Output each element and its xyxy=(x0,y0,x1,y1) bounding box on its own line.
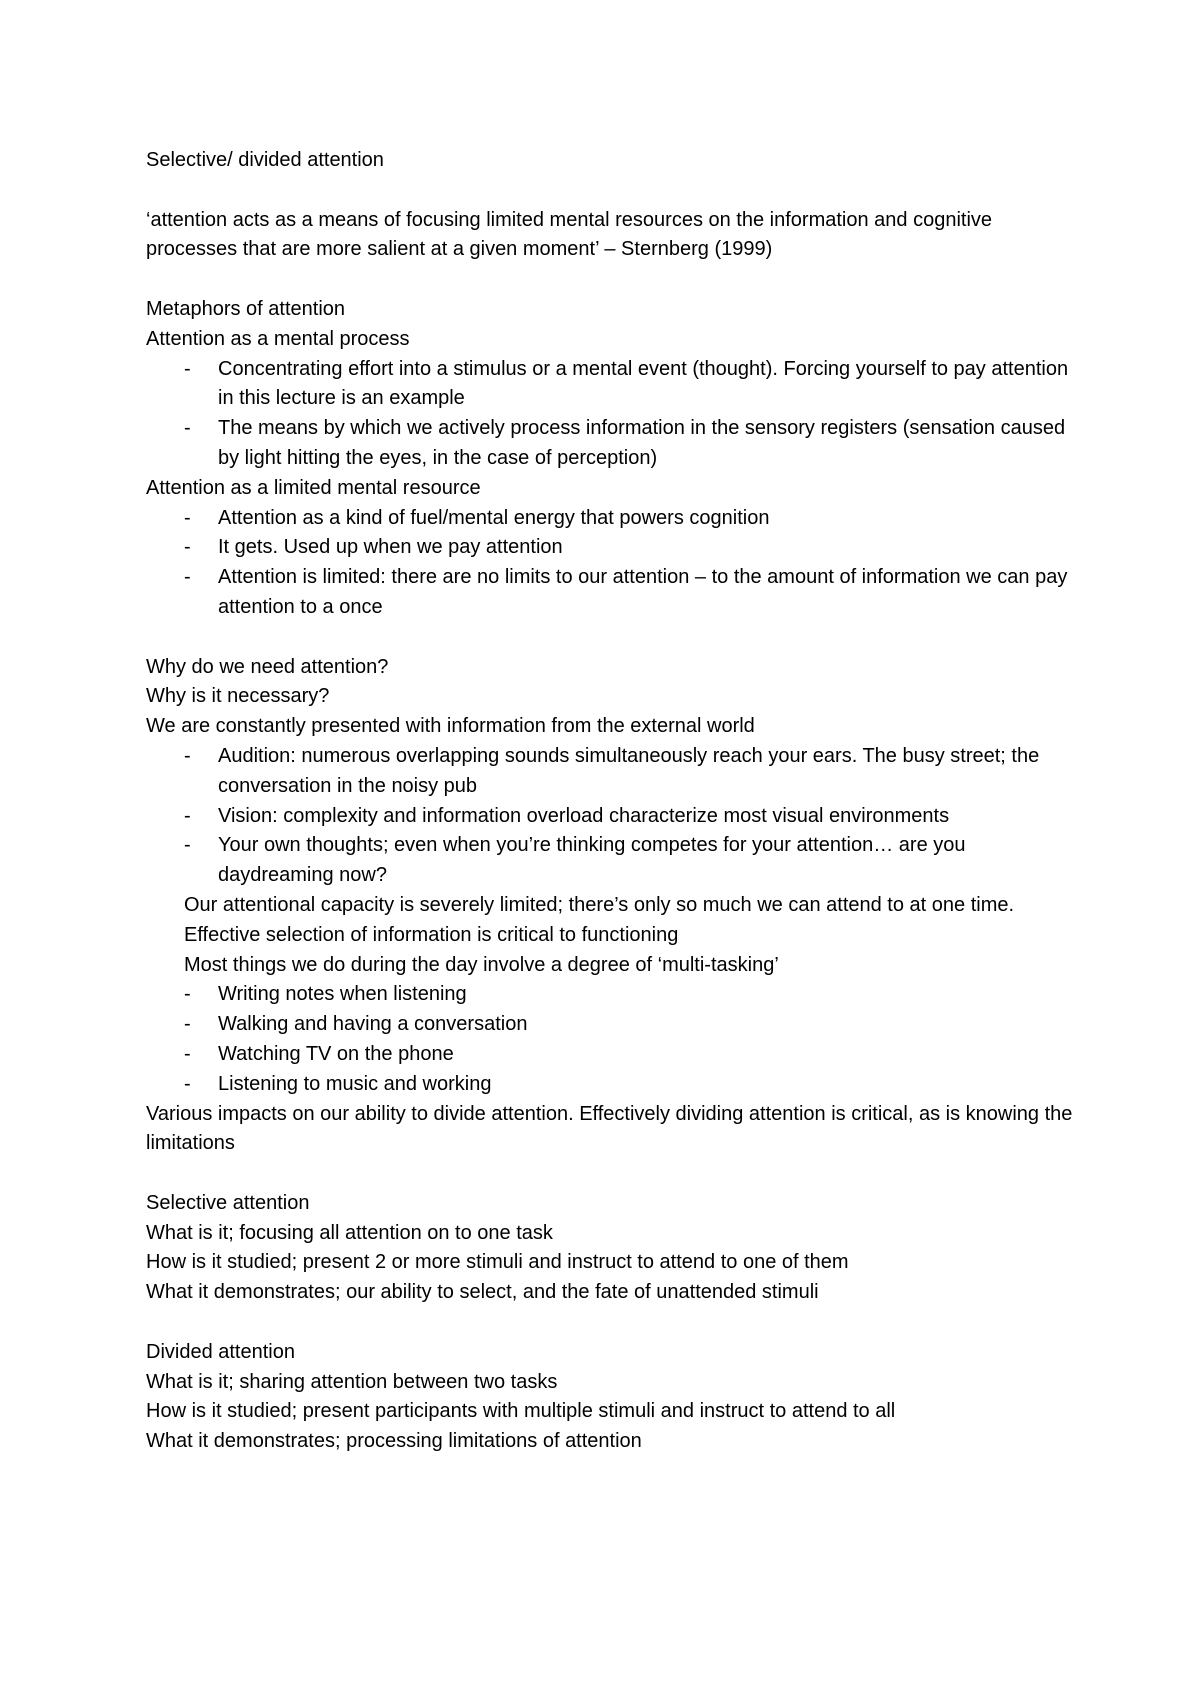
document-title: Selective/ divided attention xyxy=(146,149,384,171)
selective-demonstrates: What it demonstrates; our ability to select, and the fate of unattended stimuli xyxy=(146,1281,819,1304)
bullet-dash: - xyxy=(184,1072,191,1095)
bullet-dash: - xyxy=(184,566,191,589)
selective-what: What is it; focusing all attention on to one task xyxy=(146,1221,553,1244)
spacer xyxy=(146,623,1076,653)
bullet-dash: - xyxy=(184,983,191,1006)
bullet-dash: - xyxy=(184,357,191,380)
multitask-paragraph: Most things we do during the day involve a degree of ‘multi-tasking’ xyxy=(184,953,779,976)
bullet-item xyxy=(146,1010,1076,1040)
bullet-item xyxy=(146,1040,1076,1070)
bullet-item xyxy=(146,802,1076,832)
resource-subheading: Attention as a limited mental resource xyxy=(146,476,481,499)
bullet-text: Concentrating effort into a stimulus or a mental event (thought). Forcing yourself to pay attention in this lecture is an example xyxy=(218,357,1069,410)
bullet-dash: - xyxy=(184,506,191,529)
process-subheading: Attention as a mental process xyxy=(146,327,410,350)
bullet-dash: - xyxy=(184,804,191,827)
spacer xyxy=(146,1308,1076,1338)
divided-heading: Divided attention xyxy=(146,1340,295,1363)
why-intro: We are constantly presented with information from the external world xyxy=(146,715,755,738)
bullet-item xyxy=(146,1070,1076,1100)
bullet-text: Walking and having a conversation xyxy=(218,1013,528,1036)
bullet-text: It gets. Used up when we pay attention xyxy=(218,536,563,559)
bullet-dash: - xyxy=(184,1042,191,1065)
metaphors-heading: Metaphors of attention xyxy=(146,297,346,320)
bullet-text: Writing notes when listening xyxy=(218,983,467,1006)
bullet-dash: - xyxy=(184,1013,191,1036)
bullet-text: The means by which we actively process information in the sensory registers (sensation caused by light hitting the eyes, in the case of perception) xyxy=(218,417,1066,469)
bullet-item xyxy=(146,742,1076,802)
bullet-item xyxy=(146,533,1076,563)
why-question-2: Why is it necessary? xyxy=(146,685,330,708)
conclusion-paragraph: Various impacts on our ability to divide attention. Effectively dividing attention is critical, as is knowing the limitations xyxy=(146,1102,1073,1155)
bullet-text: Attention as a kind of fuel/mental energy that powers cognition xyxy=(218,506,770,529)
quote-paragraph: ‘attention acts as a means of focusing limited mental resources on the information and cognitive processes that are more salient at a given moment’ – Sternberg (1999) xyxy=(146,208,993,261)
bullet-text: Vision: complexity and information overload characterize most visual environments xyxy=(218,804,950,827)
bullet-item xyxy=(146,831,1076,891)
selective-heading: Selective attention xyxy=(146,1191,310,1214)
bullet-dash: - xyxy=(184,536,191,559)
bullet-item xyxy=(146,563,1076,623)
bullet-item xyxy=(146,355,1076,415)
bullet-text: Watching TV on the phone xyxy=(218,1042,454,1065)
divided-what: What is it; sharing attention between two tasks xyxy=(146,1370,558,1393)
spacer xyxy=(146,265,1076,295)
why-question-1: Why do we need attention? xyxy=(146,655,389,678)
capacity-paragraph: Our attentional capacity is severely limited; there’s only so much we can attend to at one time. Effective selection of information is critical to functioning xyxy=(184,893,1015,946)
document-body xyxy=(146,146,1076,1457)
bullet-dash: - xyxy=(184,417,191,440)
bullet-dash: - xyxy=(184,744,191,767)
spacer xyxy=(146,1159,1076,1189)
bullet-text: Attention is limited: there are no limits to our attention – to the amount of information we can pay attention to a once xyxy=(218,566,1068,618)
bullet-text: Listening to music and working xyxy=(218,1072,492,1095)
bullet-item xyxy=(146,504,1076,534)
bullet-item xyxy=(146,414,1076,474)
bullet-item xyxy=(146,980,1076,1010)
selective-how: How is it studied; present 2 or more stimuli and instruct to attend to one of them xyxy=(146,1251,849,1274)
divided-demonstrates: What it demonstrates; processing limitations of attention xyxy=(146,1430,642,1453)
bullet-dash: - xyxy=(184,834,191,857)
spacer xyxy=(146,176,1076,206)
bullet-text: Audition: numerous overlapping sounds simultaneously reach your ears. The busy street; the conversation in the noisy pub xyxy=(218,744,1040,797)
divided-how: How is it studied; present participants with multiple stimuli and instruct to attend to all xyxy=(146,1400,896,1423)
bullet-text: Your own thoughts; even when you’re thinking competes for your attention… are you daydreaming now? xyxy=(218,834,966,887)
